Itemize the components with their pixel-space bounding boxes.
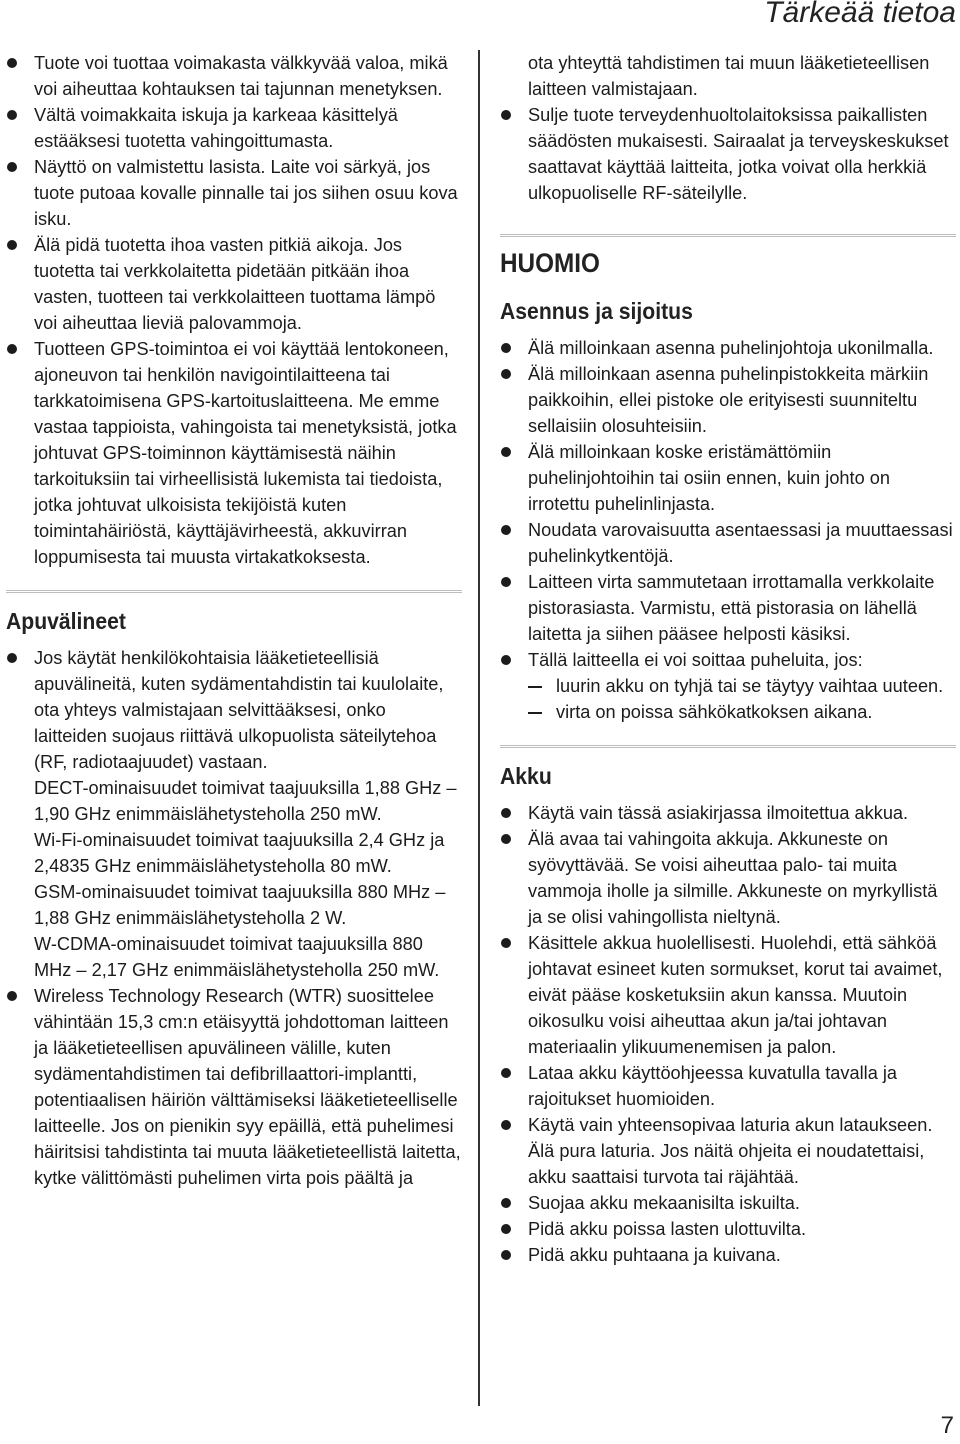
list-item: Pidä akku poissa lasten ulottuvilta.	[500, 1216, 956, 1242]
list-item: Vältä voimakkaita iskuja ja karkeaa käsittelyä estääksesi tuotetta vahingoittumasta.	[6, 102, 462, 154]
list-item: Käsittele akkua huolellisesti. Huolehdi, että sähköä johtavat esineet kuten sormukset, korut tai avaimet, eivät pääse kosketuksiin akun kanssa. Muutoin oikosulku voisi aiheuttaa akun ja/tai johtavan materiaalin ylikuumenemisen ja palon.	[500, 930, 956, 1060]
list-item	[6, 645, 462, 983]
install-list	[500, 335, 956, 725]
gsm-paragraph: GSM-ominaisuudet toimivat taajuuksilla 880 MHz – 1,88 GHz enimmäislähetysteholla 2 W.	[34, 882, 446, 928]
list-item: Tuote voi tuottaa voimakasta välkkyvää valoa, mikä voi aiheuttaa kohtauksen tai tajunnan menetyksen.	[6, 50, 462, 102]
section-divider	[500, 745, 956, 748]
list-item: Älä pidä tuotetta ihoa vasten pitkiä aikoja. Jos tuotetta tai verkkolaitetta pidetään pitkään ihoa vasten, tuotteen tai verkkolaitteen tuottama lämpö voi aiheuttaa lieviä palovammoja.	[6, 232, 462, 336]
list-item: Suojaa akku mekaanisilta iskuilta.	[500, 1190, 956, 1216]
list-item: Pidä akku puhtaana ja kuivana.	[500, 1242, 956, 1268]
dect-paragraph: DECT-ominaisuudet toimivat taajuuksilla 1,88 GHz – 1,90 GHz enimmäislähetysteholla 250 mW.	[34, 778, 457, 824]
section-divider	[6, 590, 462, 593]
list-item: Älä milloinkaan koske eristämättömiin puhelinjohtoihin tai osiin ennen, kuin johto on irrotettu puhelinlinjasta.	[500, 439, 956, 517]
list-item: Näyttö on valmistettu lasista. Laite voi särkyä, jos tuote putoaa kovalle pinnalle tai jos siihen osuu kova isku.	[6, 154, 462, 232]
list-item: Laitteen virta sammutetaan irrottamalla verkkolaite pistorasiasta. Varmistu, että pistorasia on lähellä laitetta ja siihen pääsee helposti käsiksi.	[500, 569, 956, 647]
list-item: Älä avaa tai vahingoita akkuja. Akkuneste on syövyttävää. Se voisi aiheuttaa palo- tai muita vammoja iholle ja silmille. Akkuneste on myrkyllistä ja se olisi vahingollista nieltynä.	[500, 826, 956, 930]
list-item: Lataa akku käyttöohjeessa kuvatulla tavalla ja rajoitukset huomioiden.	[500, 1060, 956, 1112]
battery-heading: Akku	[500, 763, 552, 789]
list-item: Sulje tuote terveydenhuoltolaitoksissa paikallisten säädösten mukaisesti. Sairaalat ja terveyskeskukset saattavat käyttää laitteita, jotka voivat olla herkkiä ulkopuoliselle RF-säteilylle.	[500, 102, 956, 206]
list-item: Noudata varovaisuutta asentaessasi ja muuttaessasi puhelinkytkentöjä.	[500, 517, 956, 569]
aids-heading: Apuvälineet	[6, 608, 126, 634]
continued-text: ota yhteyttä tahdistimen tai muun lääketieteellisen laitteen valmistajaan.	[528, 53, 930, 99]
calls-item-text: Tällä laitteella ei voi soittaa puheluita, jos:	[528, 650, 863, 670]
right-column	[500, 50, 956, 1268]
aids-paragraph: Jos käytät henkilökohtaisia lääketieteellisiä apuvälineitä, kuten sydämentahdistin tai kuulolaite, ota yhteys valmistajaan selvittääksesi, onko laitteiden suojaus riittävä ulkopuolista säteilytehoa (RF, radiotaajuudet) vastaan.	[34, 648, 444, 772]
sub-list-item: virta on poissa sähkökatkoksen aikana.	[528, 699, 956, 725]
battery-list	[500, 800, 956, 1268]
list-item: Älä milloinkaan asenna puhelinjohtoja ukonilmalla.	[500, 335, 956, 361]
section-divider	[500, 234, 956, 237]
install-heading: Asennus ja sijoitus	[500, 298, 693, 324]
wifi-paragraph: Wi-Fi-ominaisuudet toimivat taajuuksilla 2,4 GHz ja 2,4835 GHz enimmäislähetysteholla 80 mW.	[34, 830, 445, 876]
aids-list	[6, 645, 462, 1191]
intro-list	[6, 50, 462, 570]
column-divider	[478, 50, 480, 1406]
facility-list	[500, 102, 956, 206]
list-item: Wireless Technology Research (WTR) suosittelee vähintään 15,3 cm:n etäisyyttä johdottoman laitteen ja lääketieteellisen apuvälineen välille, kuten sydämentahdistimen tai defibrillaattori-implantti, potentiaalisen häiriön välttämiseksi lääketieteelliselle laitteelle. Jos on pienikin syy epäillä, että puhelimesi häiritsisi tahdistinta tai muuta lääketieteellistä laitetta, kytke välittömästi puhelimen virta pois päältä ja	[6, 983, 462, 1191]
sub-list-item: luurin akku on tyhjä tai se täytyy vaihtaa uuteen.	[528, 673, 956, 699]
notice-heading: HUOMIO	[500, 248, 600, 278]
list-item: Älä milloinkaan asenna puhelinpistokkeita märkiin paikkoihin, ellei pistoke ole erityisesti suunniteltu sellaisiin olosuhteisiin.	[500, 361, 956, 439]
page-number: 7	[940, 1412, 954, 1439]
section-title: Tärkeää tietoa	[764, 0, 956, 29]
wcdma-paragraph: W-CDMA-ominaisuudet toimivat taajuuksilla 880 MHz – 2,17 GHz enimmäislähetysteholla 250 mW.	[34, 934, 440, 980]
list-item	[500, 647, 956, 725]
list-item: Käytä vain yhteensopivaa laturia akun lataukseen. Älä pura laturia. Jos näitä ohjeita ei noudatettaisi, akku saattaisi turvota tai räjähtää.	[500, 1112, 956, 1190]
list-item: Käytä vain tässä asiakirjassa ilmoitettua akkua.	[500, 800, 956, 826]
left-column	[6, 50, 462, 1191]
list-item: Tuotteen GPS-toimintoa ei voi käyttää lentokoneen, ajoneuvon tai henkilön navigointilaitteena tai tarkkatoimisena GPS-kartoituslaitteena. Me emme vastaa tappioista, vahingoista tai menetyksistä, jotka johtuvat GPS-toiminnon käyttämisestä näihin tarkoituksiin tai virheellisistä lukemista tai tiedoista, jotka johtuvat ulkoisista tekijöistä kuten toimintahäiriöstä, käyttäjävirheestä, akkuvirran loppumisesta tai muusta virtakatkoksesta.	[6, 336, 462, 570]
calls-sublist	[528, 673, 956, 725]
